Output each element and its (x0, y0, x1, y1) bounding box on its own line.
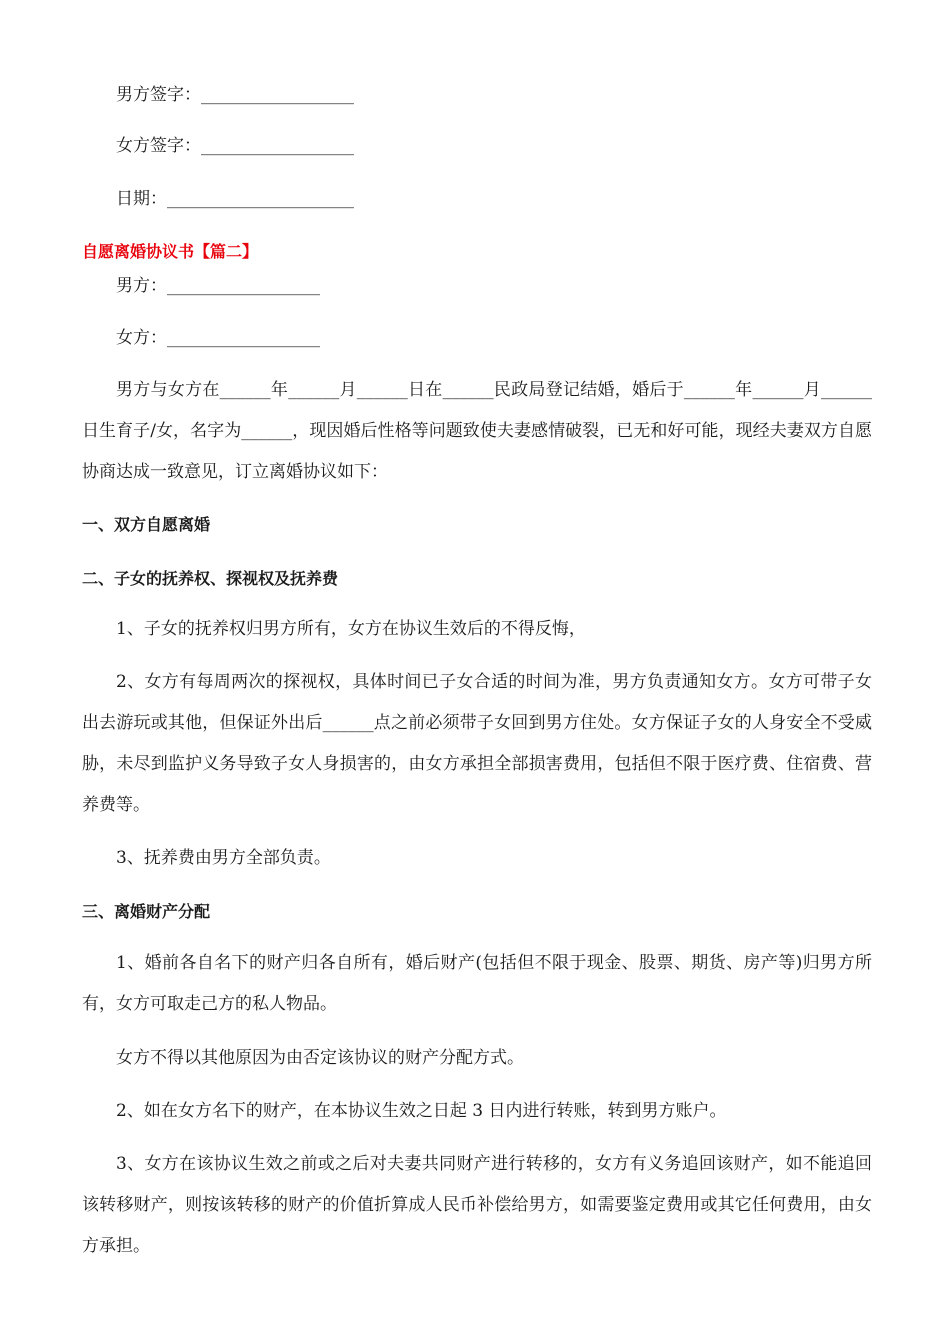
heading-voluntary-divorce: 一、双方自愿离婚 (82, 515, 211, 534)
custody-clause-3: 3、抚养费由男方全部负责。 (116, 848, 331, 868)
date-line (116, 187, 872, 211)
female-party-label: 女方： (116, 328, 167, 348)
female-party-line (116, 326, 872, 350)
male-signature-blank: __________________ (201, 85, 354, 105)
male-party-line (116, 274, 872, 298)
custody-clause-1: 1、子女的抚养权归男方所有，女方在协议生效后的不得反悔， (116, 619, 586, 639)
heading-property-division: 三、离婚财产分配 (82, 902, 211, 921)
male-signature-label: 男方签字： (116, 85, 201, 105)
male-party-label: 男方： (116, 276, 167, 296)
custody-clause-2: 2、女方有每周两次的探视权，具体时间已子女合适的时间为准，男方负责通知女方。女方可带子女出去游玩或其他，但保证外出后______点之前必须带子女回到男方住处。女方保证子女的人身安全不受威胁，未尽到监护义务导致子女人身损害的，由女方承担全部损害费用，包括但不限于医疗费、住宿费、营养费等。 (82, 672, 872, 815)
date-label: 日期： (116, 189, 167, 209)
intro-paragraph: 男方与女方在______年______月______日在______民政局登记结婚，婚后于______年______月______日生育子/女，名字为______，现因婚后性格等问题致使夫妻感情破裂，已无和好可能，现经夫妻双方自愿协商达成一致意见，订立离婚协议如下： (82, 380, 872, 482)
male-party-blank: __________________ (167, 276, 320, 296)
property-clause-3: 3、女方在该协议生效之前或之后对夫妻共同财产进行转移的，女方有义务追回该财产，如不能追回该转移财产，则按该转移的财产的价值折算成人民币补偿给男方，如需要鉴定费用或其它任何费用，由女方承担。 (82, 1154, 872, 1256)
female-signature-label: 女方签字： (116, 136, 201, 156)
female-signature-line (116, 134, 872, 158)
property-clause-1-note: 女方不得以其他原因为由否定该协议的财产分配方式。 (116, 1048, 524, 1068)
section-title: 自愿离婚协议书【篇二】 (82, 242, 259, 261)
property-clause-2: 2、如在女方名下的财产，在本协议生效之日起 3 日内进行转账，转到男方账户。 (116, 1101, 727, 1121)
property-clause-1: 1、婚前各自名下的财产归各自所有，婚后财产(包括但不限于现金、股票、期货、房产等)归男方所有，女方可取走己方的私人物品。 (82, 953, 872, 1014)
date-blank: ______________________ (167, 189, 354, 209)
female-signature-blank: __________________ (201, 136, 354, 156)
male-signature-line (116, 83, 872, 107)
female-party-blank: __________________ (167, 328, 320, 348)
heading-child-custody: 二、子女的抚养权、探视权及抚养费 (82, 569, 339, 588)
